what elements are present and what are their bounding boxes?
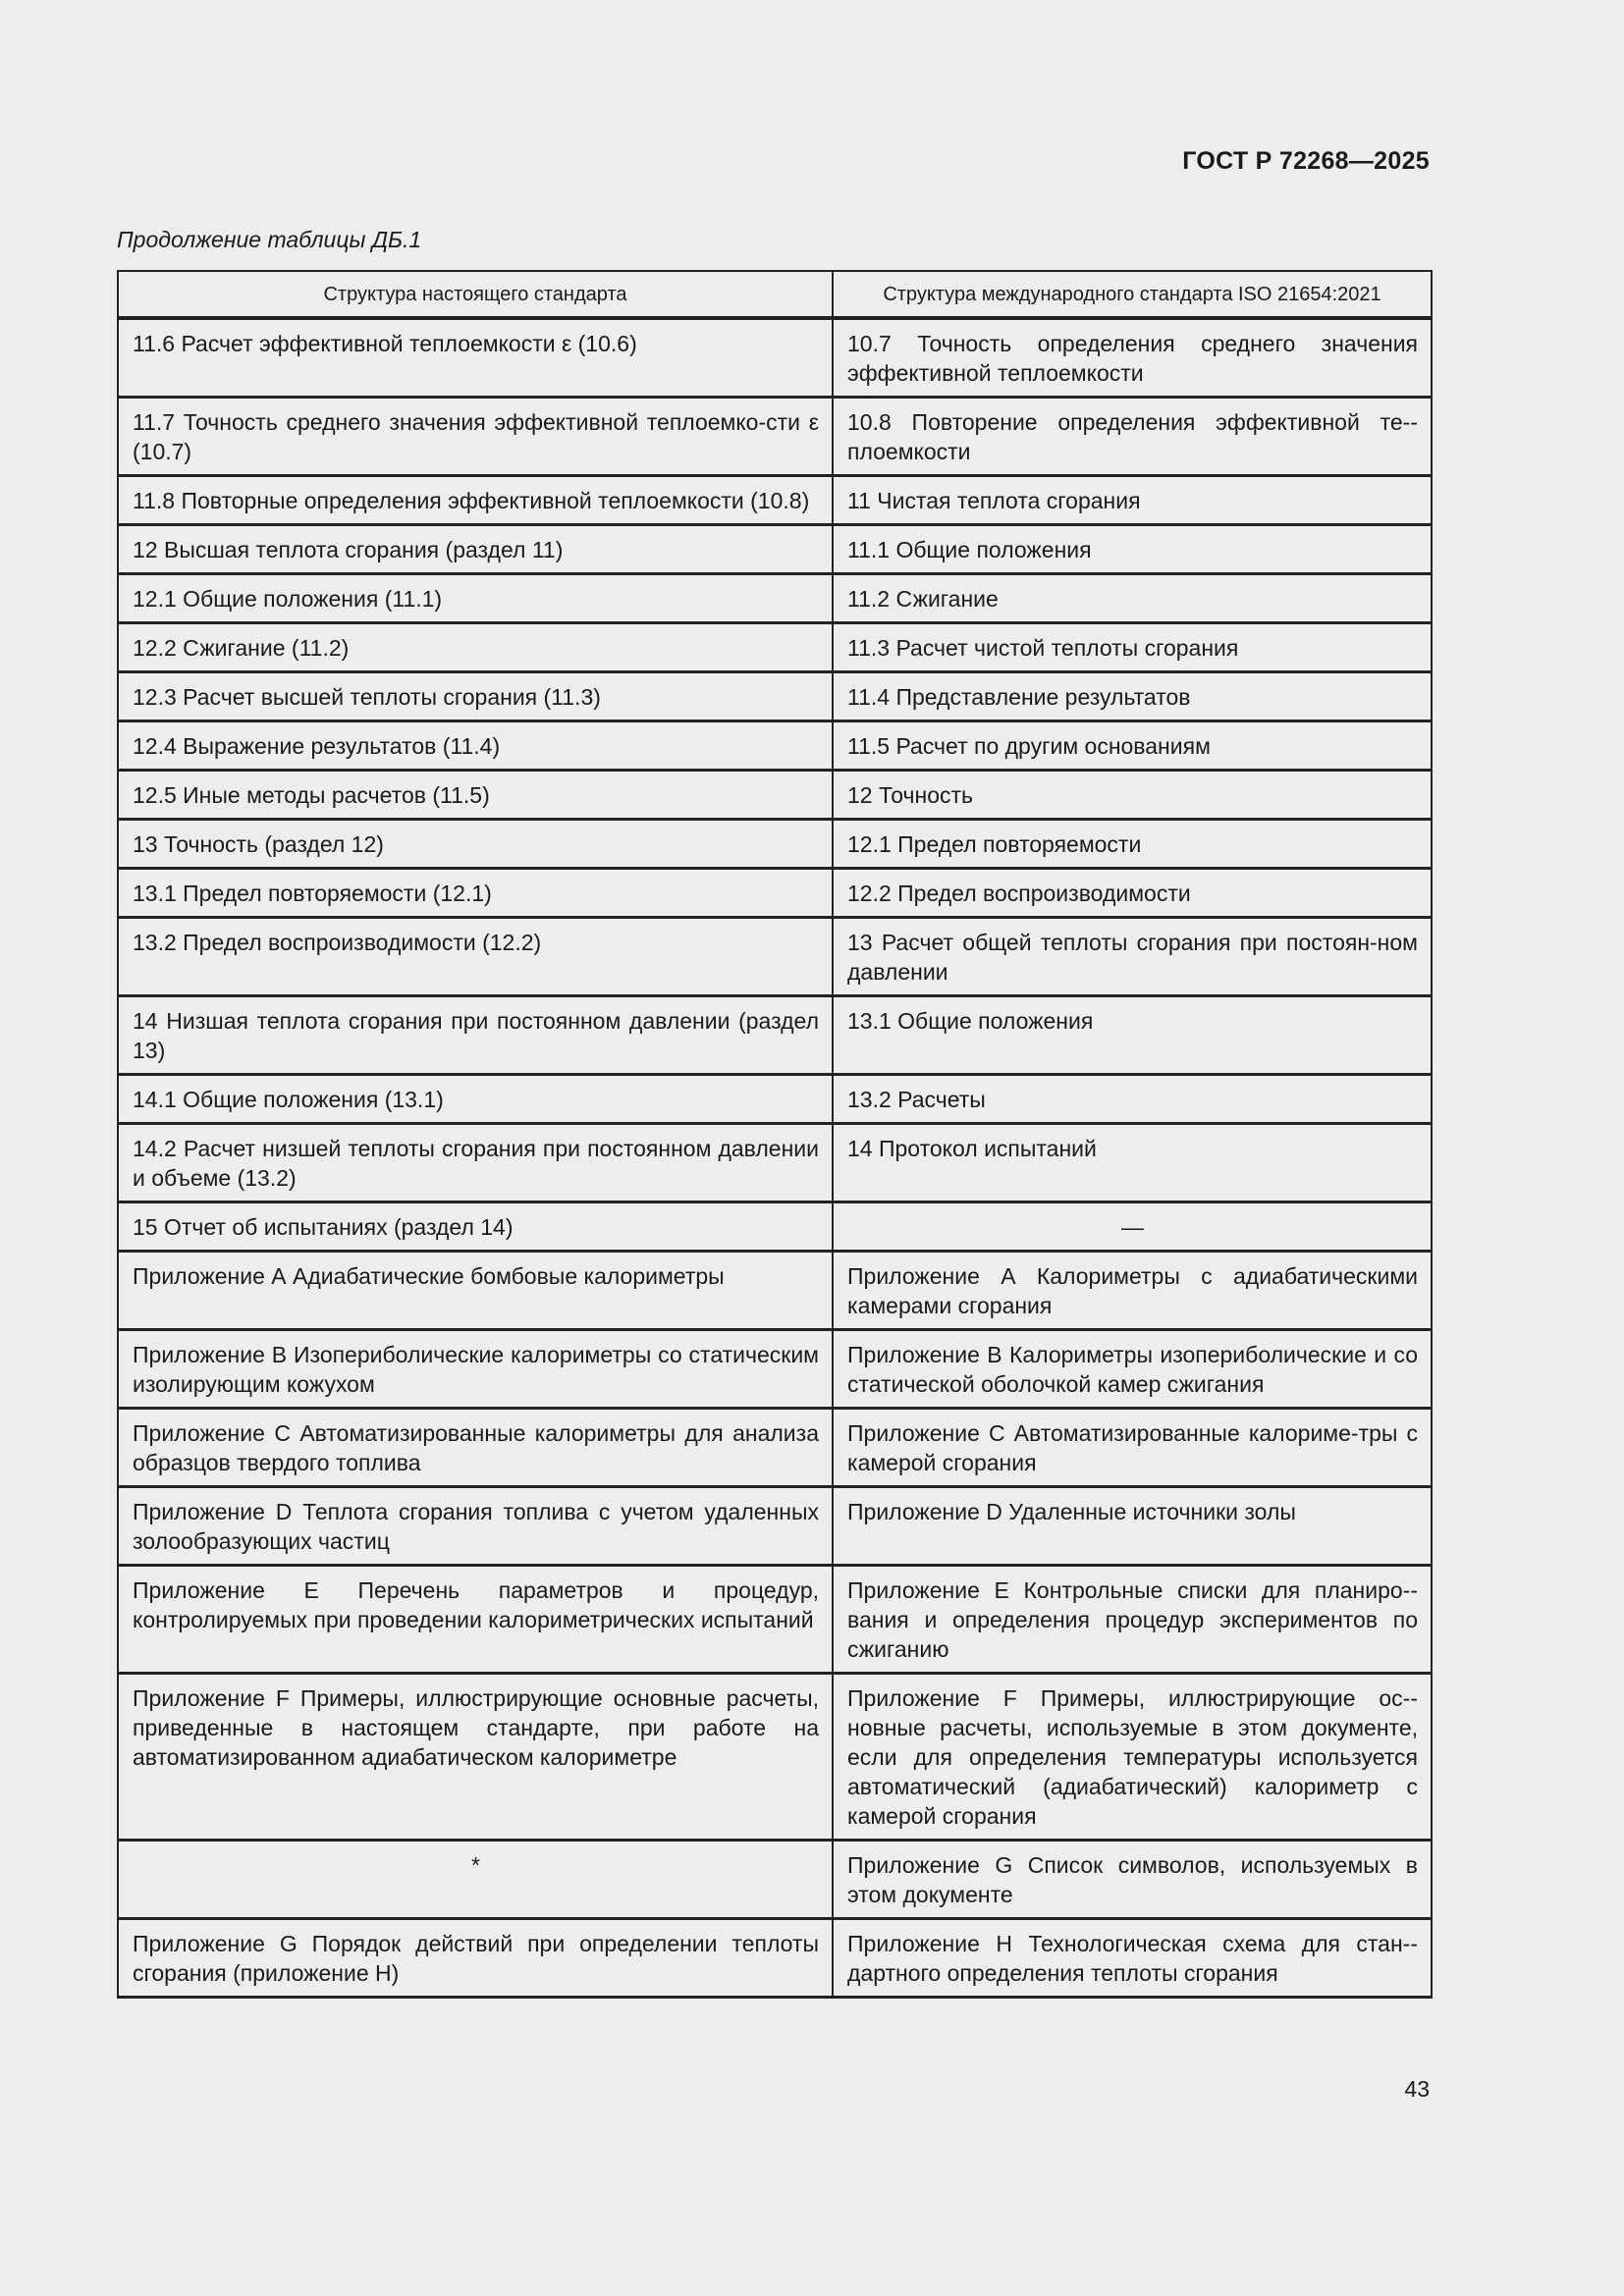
cell-national-standard: 13 Точность (раздел 12)	[118, 820, 833, 869]
cell-national-standard: 15 Отчет об испытаниях (раздел 14)	[118, 1202, 833, 1252]
cell-international-standard: 10.7 Точность определения среднего значения эффективной теплоемкости	[833, 318, 1432, 398]
cell-international-standard: 11.2 Сжигание	[833, 574, 1432, 623]
cell-international-standard: 12.2 Предел воспроизводимости	[833, 869, 1432, 918]
table-row	[118, 1202, 1432, 1252]
cell-international-standard: 13.1 Общие положения	[833, 996, 1432, 1075]
cell-international-standard: 11 Чистая теплота сгорания	[833, 476, 1432, 525]
table-row	[118, 1841, 1432, 1919]
cell-national-standard: 13.1 Предел повторяемости (12.1)	[118, 869, 833, 918]
column-header-international: Структура международного стандарта ISO 21654:2021	[833, 271, 1432, 318]
cell-national-standard: Приложение В Изопериболические калориметры со статическим изолирующим кожухом	[118, 1330, 833, 1409]
cell-national-standard: 12.3 Расчет высшей теплоты сгорания (11.3)	[118, 672, 833, 721]
table-row	[118, 398, 1432, 476]
cell-international-standard: Приложение С Автоматизированные калориме-тры с камерой сгорания	[833, 1409, 1432, 1487]
page-number: 43	[1404, 2076, 1430, 2102]
table-row	[118, 623, 1432, 672]
table-row	[118, 820, 1432, 869]
table-row	[118, 1566, 1432, 1674]
cell-national-standard: 14 Низшая теплота сгорания при постоянном давлении (раздел 13)	[118, 996, 833, 1075]
cell-international-standard: 13 Расчет общей теплоты сгорания при постоян-ном давлении	[833, 918, 1432, 996]
cell-international-standard: Приложение G Список символов, используемых в этом документе	[833, 1841, 1432, 1919]
table-caption: Продолжение таблицы ДБ.1	[117, 227, 422, 252]
cell-national-standard: 13.2 Предел воспроизводимости (12.2)	[118, 918, 833, 996]
cell-international-standard: 12.1 Предел повторяемости	[833, 820, 1432, 869]
table-row	[118, 1919, 1432, 1998]
table-row	[118, 476, 1432, 525]
cell-national-standard: Приложение А Адиабатические бомбовые калориметры	[118, 1252, 833, 1330]
cell-international-standard: Приложение H Технологическая схема для стан-дартного определения теплоты сгорания	[833, 1919, 1432, 1998]
cell-national-standard: 14.1 Общие положения (13.1)	[118, 1075, 833, 1124]
table-row	[118, 869, 1432, 918]
cell-international-standard: 11.1 Общие положения	[833, 525, 1432, 574]
cell-international-standard: 11.5 Расчет по другим основаниям	[833, 721, 1432, 771]
cell-international-standard: —	[833, 1202, 1432, 1252]
table-row	[118, 1252, 1432, 1330]
table-row	[118, 574, 1432, 623]
cell-national-standard: Приложение С Автоматизированные калориметры для анализа образцов твердого топлива	[118, 1409, 833, 1487]
cell-national-standard: 12.5 Иные методы расчетов (11.5)	[118, 771, 833, 820]
table-header-row	[118, 271, 1432, 318]
cell-national-standard: Приложение G Порядок действий при определении теплоты сгорания (приложение Н)	[118, 1919, 833, 1998]
table-row	[118, 1674, 1432, 1841]
structure-comparison-table	[117, 270, 1433, 1999]
cell-national-standard: *	[118, 1841, 833, 1919]
table-row	[118, 1075, 1432, 1124]
table-row	[118, 1487, 1432, 1566]
cell-national-standard: 11.6 Расчет эффективной теплоемкости ε (10.6)	[118, 318, 833, 398]
table-row	[118, 525, 1432, 574]
cell-international-standard: 10.8 Повторение определения эффективной те-плоемкости	[833, 398, 1432, 476]
cell-international-standard: 11.4 Представление результатов	[833, 672, 1432, 721]
table-body	[118, 318, 1432, 1998]
table-row	[118, 1124, 1432, 1202]
cell-national-standard: 12.2 Сжигание (11.2)	[118, 623, 833, 672]
cell-international-standard: 12 Точность	[833, 771, 1432, 820]
cell-national-standard: 12.1 Общие положения (11.1)	[118, 574, 833, 623]
cell-national-standard: Приложение E Перечень параметров и процедур, контролируемых при проведении калориметрических испытаний	[118, 1566, 833, 1674]
table-row	[118, 771, 1432, 820]
cell-national-standard: 12.4 Выражение результатов (11.4)	[118, 721, 833, 771]
cell-international-standard: 13.2 Расчеты	[833, 1075, 1432, 1124]
cell-national-standard: 11.7 Точность среднего значения эффективной теплоемко-сти ε (10.7)	[118, 398, 833, 476]
table-row	[118, 672, 1432, 721]
cell-international-standard: Приложение D Удаленные источники золы	[833, 1487, 1432, 1566]
table-row	[118, 1330, 1432, 1409]
cell-international-standard: Приложение F Примеры, иллюстрирующие ос-новные расчеты, используемые в этом документе, если для определения температуры используется автоматический (адиабатический) калориметр с камерой сгорания	[833, 1674, 1432, 1841]
cell-national-standard: 14.2 Расчет низшей теплоты сгорания при постоянном давлении и объеме (13.2)	[118, 1124, 833, 1202]
cell-international-standard: Приложение E Контрольные списки для планиро-вания и определения процедур экспериментов по сжиганию	[833, 1566, 1432, 1674]
table-row	[118, 1409, 1432, 1487]
cell-national-standard: 12 Высшая теплота сгорания (раздел 11)	[118, 525, 833, 574]
cell-international-standard: 14 Протокол испытаний	[833, 1124, 1432, 1202]
cell-national-standard: Приложение F Примеры, иллюстрирующие основные расчеты, приведенные в настоящем стандарте, при работе на автоматизированном адиабатическом калориметре	[118, 1674, 833, 1841]
cell-international-standard: 11.3 Расчет чистой теплоты сгорания	[833, 623, 1432, 672]
cell-national-standard: 11.8 Повторные определения эффективной теплоемкости (10.8)	[118, 476, 833, 525]
table-row	[118, 996, 1432, 1075]
cell-international-standard: Приложение В Калориметры изопериболические и со статической оболочкой камер сжигания	[833, 1330, 1432, 1409]
table-row	[118, 918, 1432, 996]
table-row	[118, 318, 1432, 398]
document-header: ГОСТ Р 72268—2025	[1182, 147, 1430, 175]
cell-international-standard: Приложение А Калориметры с адиабатическими камерами сгорания	[833, 1252, 1432, 1330]
column-header-national: Структура настоящего стандарта	[118, 271, 833, 318]
cell-national-standard: Приложение D Теплота сгорания топлива с учетом удаленных золообразующих частиц	[118, 1487, 833, 1566]
table-row	[118, 721, 1432, 771]
